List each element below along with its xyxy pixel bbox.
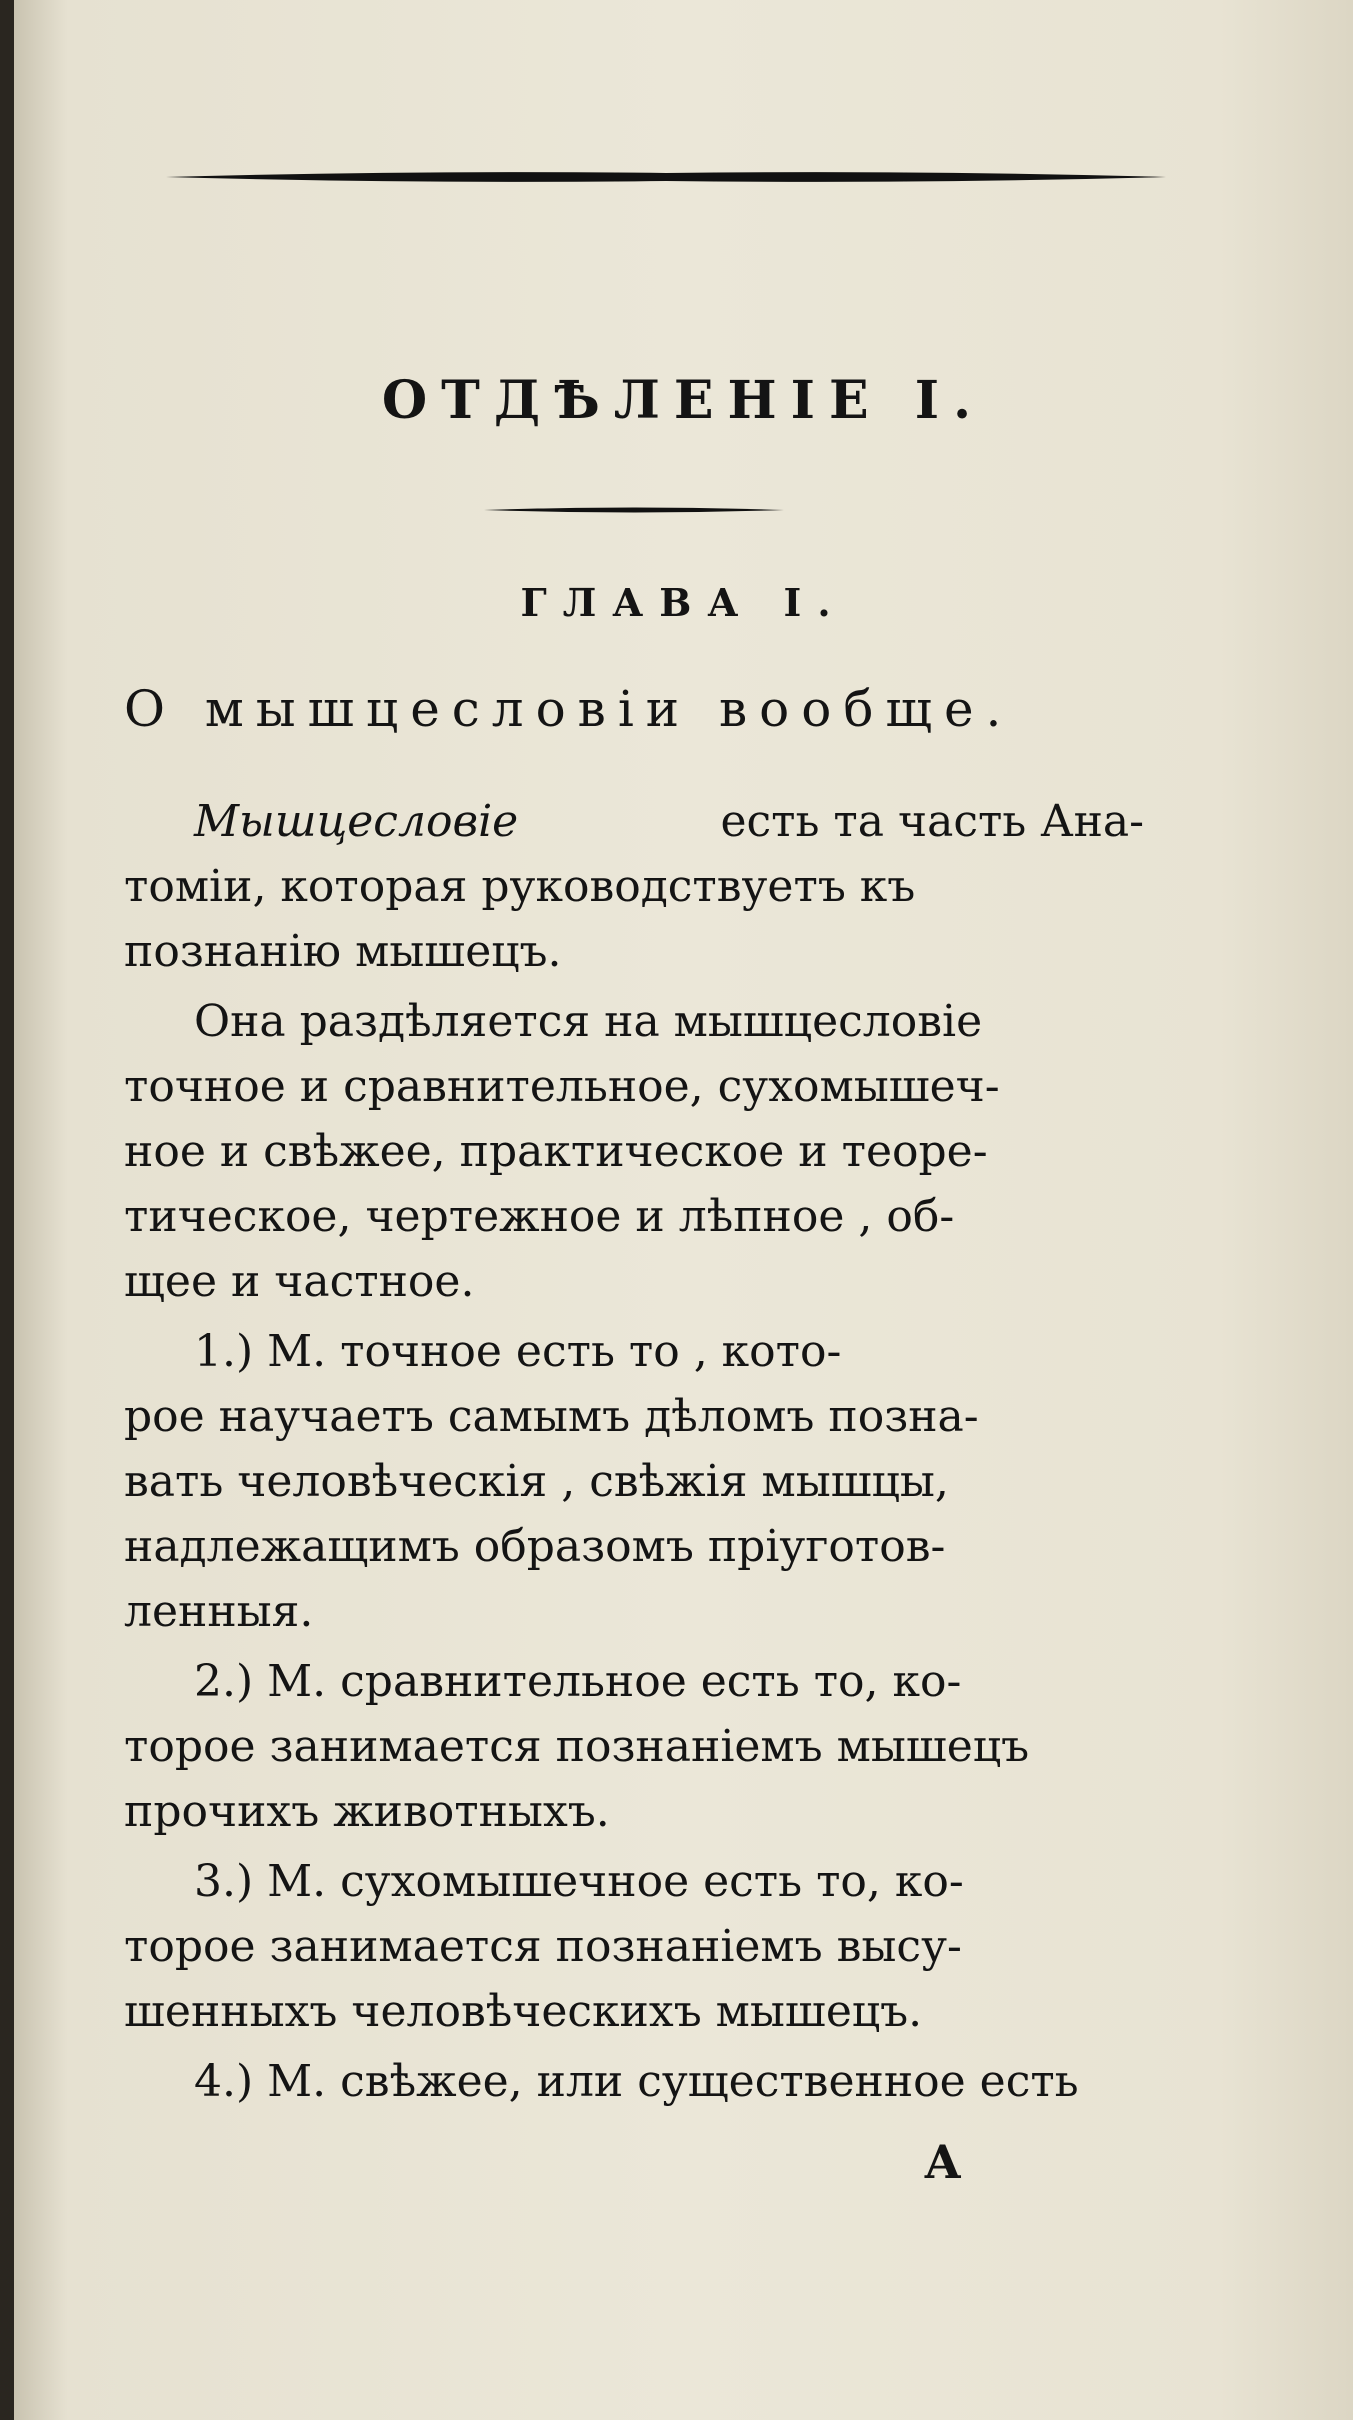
signature-mark: А [924,2135,962,2189]
top-ornamental-rule [166,170,1166,184]
book-page [14,0,1353,2420]
text-line: надлежащимъ образомъ пріуготов- [124,1521,946,1572]
text-line: томіи, которая руководствуетъ къ [124,861,916,912]
subject-title: О мышцесловіи вообще. [124,680,1014,738]
page-binding-edge [0,0,14,2420]
section-title: ОТДѢЛЕНІЕ I. [381,370,986,431]
text-line: тическое, чертежное и лѣпное , об- [124,1191,955,1242]
chapter-title: ГЛАВА I. [520,580,847,625]
text-line: 1.) М. точное есть то , кото- [194,1326,842,1377]
text-line: 2.) М. сравнительное есть то, ко- [194,1656,962,1707]
text-line [194,796,1144,847]
text-line: точное и сравнительное, сухомышеч- [124,1061,1000,1112]
text-line: ленныя. [124,1586,314,1637]
text-line: вать человѣческія , свѣжія мышцы, [124,1456,949,1507]
text-line: 3.) М. сухомышечное есть то, ко- [194,1856,964,1907]
section-rule [484,505,784,515]
term-italic: Мышцесловіе [194,796,519,847]
text-line: рое научаетъ самымъ дѣломъ позна- [124,1391,979,1442]
text-line: торое занимается познаніемъ высу- [124,1921,962,1972]
text-line: торое занимается познаніемъ мышецъ [124,1721,1030,1772]
text-line: 4.) М. свѣжее, или существенное есть [194,2056,1079,2107]
text-segment: есть та часть Ана- [720,796,1144,847]
text-line: прочихъ животныхъ. [124,1786,610,1837]
text-line: Она раздѣляется на мышцесловіе [194,996,983,1047]
text-line: шенныхъ человѣческихъ мышецъ. [124,1986,923,2037]
text-line: ное и свѣжее, практическое и теоре- [124,1126,988,1177]
text-line: щее и частное. [124,1256,475,1307]
text-line: познанію мышецъ. [124,926,562,977]
